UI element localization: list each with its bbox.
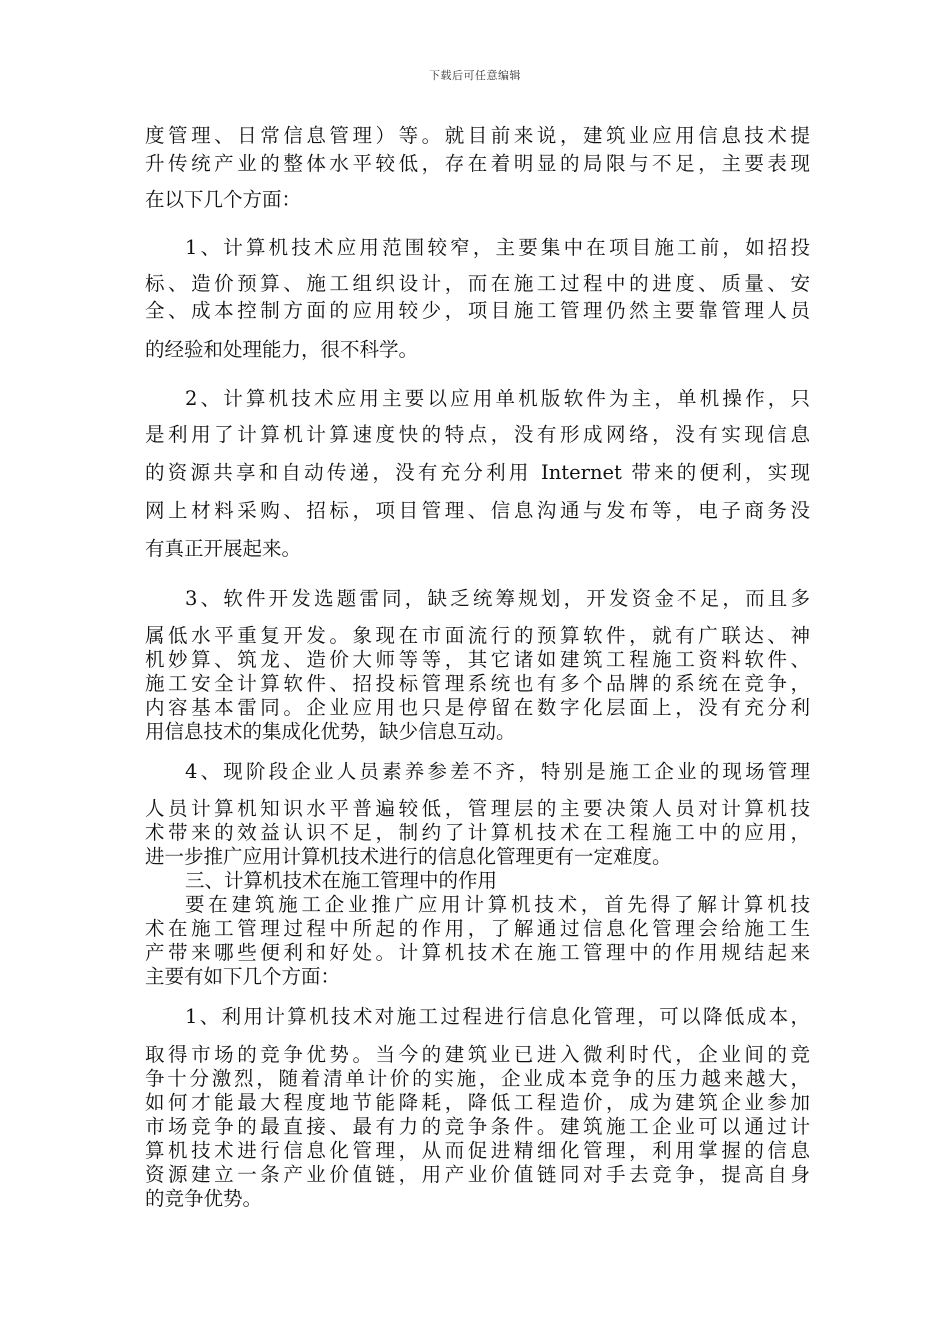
text-line: 的资源共享和自动传递，没有充分利用 Internet 带来的便利，实现 bbox=[145, 461, 810, 484]
text-line: 是利用了计算机计算速度快的特点，没有形成网络，没有实现信息 bbox=[145, 423, 810, 446]
text-line: 1、计算机技术应用范围较窄，主要集中在项目施工前，如招投 bbox=[185, 236, 810, 259]
text-line: 标、造价预算、施工组织设计，而在施工过程中的进度、质量、安 bbox=[145, 272, 810, 295]
text-line: 争十分激烈，随着清单计价的实施，企业成本竞争的压力越来越大， bbox=[145, 1067, 810, 1090]
text-line: 术在施工管理过程中所起的作用，了解通过信息化管理会给施工生 bbox=[145, 917, 810, 940]
text-line: 网上材料采购、招标，项目管理、信息沟通与发布等，电子商务没 bbox=[145, 499, 810, 522]
text-line: 资源建立一条产业价值链，用产业价值链同对手去竞争，提高自身 bbox=[145, 1163, 810, 1186]
text-line: 内容基本雷同。企业应用也只是停留在数字化层面上，没有充分利 bbox=[145, 696, 810, 719]
text-line: 算机技术进行信息化管理，从而促进精细化管理，利用掌握的信息 bbox=[145, 1139, 810, 1162]
text-line: 主要有如下几个方面： bbox=[145, 965, 341, 988]
text-line: 属低水平重复开发。象现在市面流行的预算软件，就有广联达、神 bbox=[145, 624, 810, 647]
text-line: 在以下几个方面： bbox=[145, 188, 302, 211]
text-line: 要在建筑施工企业推广应用计算机技术，首先得了解计算机技 bbox=[185, 893, 810, 916]
text-line: 2、计算机技术应用主要以应用单机版软件为主，单机操作，只 bbox=[185, 387, 810, 410]
text-line: 施工安全计算软件、招投标管理系统也有多个品牌的系统在竞争， bbox=[145, 672, 810, 695]
text-line: 3、软件开发选题雷同，缺乏统筹规划，开发资金不足，而且多 bbox=[185, 587, 810, 610]
text-line: 升传统产业的整体水平较低，存在着明显的局限与不足，主要表现 bbox=[145, 152, 810, 175]
text-line: 全、成本控制方面的应用较少，项目施工管理仍然主要靠管理人员 bbox=[145, 299, 810, 322]
text-line: 的竞争优势。 bbox=[145, 1187, 263, 1210]
text-line: 产带来哪些便利和好处。计算机技术在施工管理中的作用规结起来 bbox=[145, 941, 810, 964]
text-line: 用信息技术的集成化优势，缺少信息互动。 bbox=[145, 720, 516, 743]
text-line: 度管理、日常信息管理）等。就目前来说，建筑业应用信息技术提 bbox=[145, 124, 810, 147]
text-line: 市场竞争的最直接、最有力的竞争条件。建筑施工企业可以通过计 bbox=[145, 1115, 810, 1138]
text-line: 4、现阶段企业人员素养参差不齐，特别是施工企业的现场管理 bbox=[185, 760, 810, 783]
text-line: 取得市场的竞争优势。当今的建筑业已进入微利时代，企业间的竞 bbox=[145, 1043, 810, 1066]
text-line: 术带来的效益认识不足，制约了计算机技术在工程施工中的应用， bbox=[145, 821, 810, 844]
page-header: 下载后可任意编辑 bbox=[429, 69, 521, 82]
text-line: 机妙算、筑龙、造价大师等等，其它诸如建筑工程施工资料软件、 bbox=[145, 648, 810, 671]
text-line: 人员计算机知识水平普遍较低，管理层的主要决策人员对计算机技 bbox=[145, 797, 810, 820]
text-line: 如何才能最大程度地节能降耗，降低工程造价，成为建筑企业参加 bbox=[145, 1091, 810, 1114]
text-line: 进一步推广应用计算机技术进行的信息化管理更有一定难度。 bbox=[145, 845, 672, 868]
text-line: 1、利用计算机技术对施工过程进行信息化管理，可以降低成本， bbox=[185, 1005, 810, 1028]
text-line: 有真正开展起来。 bbox=[145, 537, 302, 560]
text-line: 的经验和处理能力，很不科学。 bbox=[145, 338, 419, 361]
text-line: 三、计算机技术在施工管理中的作用 bbox=[185, 869, 498, 892]
